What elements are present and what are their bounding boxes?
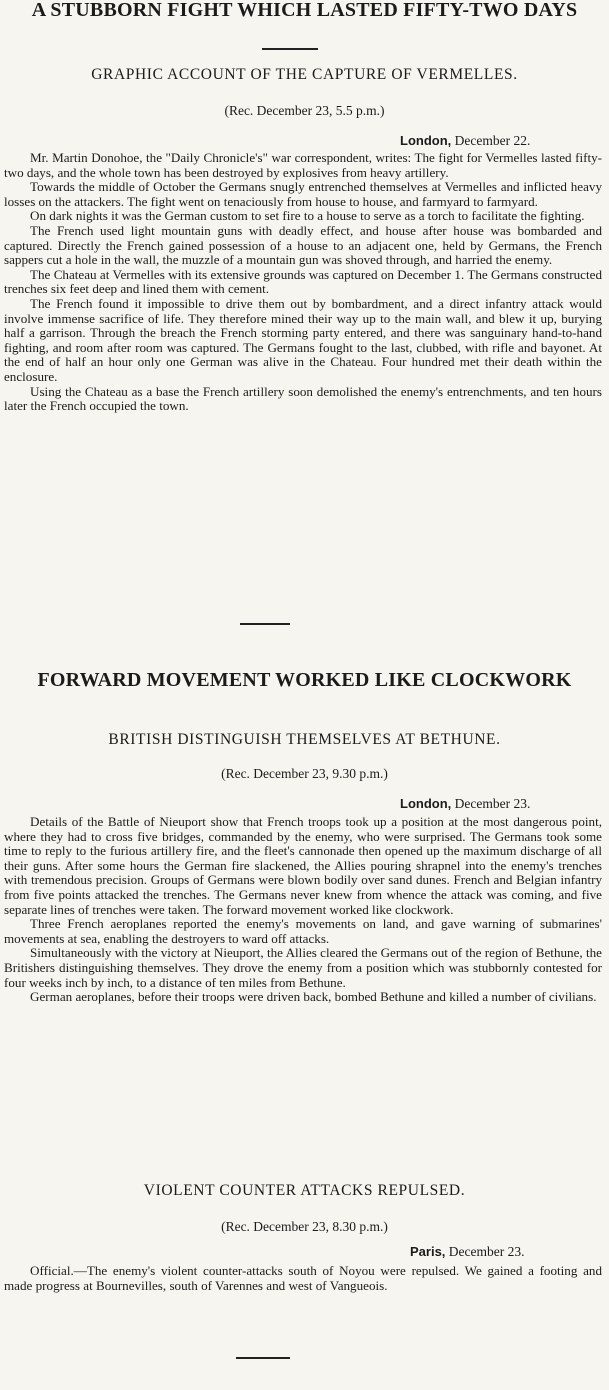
divider-rule <box>262 48 318 50</box>
paragraph: The Chateau at Vermelles with its extensive grounds was captured on December 1. The Germans constructed trenches six feet deep and lined them with cement. <box>4 266 602 297</box>
article2-rec-time: (Rec. December 23, 9.30 p.m.) <box>221 766 388 781</box>
dateline-place: London, <box>400 133 452 148</box>
article3-subhead: VIOLENT COUNTER ATTACKS REPULSED. <box>143 1182 466 1199</box>
article2-body <box>4 815 602 1005</box>
article3-dateline <box>410 1244 525 1260</box>
article2-dateline <box>400 796 530 812</box>
paragraph: On dark nights it was the German custom to set fire to a house to serve as a torch to facilitate the fighting. <box>30 208 585 224</box>
paragraph: Simultaneously with the victory at Nieuport, the Allies cleared the Germans out of the region of Bethune, the Britishers distinguishing themselves. They drove the enemy from a position which was stubbornly contested for four weeks inch by inch, to a distance of ten miles from Bethune. <box>4 945 602 990</box>
paragraph: German aeroplanes, before their troops were driven back, bombed Bethune and killed a number of civilians. <box>30 989 597 1005</box>
article2-subhead: BRITISH DISTINGUISH THEMSELVES AT BETHUNE. <box>108 731 501 748</box>
paragraph: Using the Chateau as a base the French artillery soon demolished the enemy's entrenchments, and ten hours later the French occupied the town. <box>4 383 602 414</box>
article3-rec-time: (Rec. December 23, 8.30 p.m.) <box>221 1219 388 1234</box>
article3-body <box>4 1264 602 1293</box>
paragraph: Mr. Martin Donohoe, the "Daily Chronicle's" war correspondent, writes: The fight for Vermelles lasted fifty-two days, and the whole town has been destroyed by explosives from heavy artillery. <box>4 150 602 180</box>
article1-headline: A STUBBORN FIGHT WHICH LASTED FIFTY-TWO DAYS <box>31 0 578 21</box>
dateline-date: December 22. <box>454 133 531 148</box>
dateline-date: December 23. <box>454 796 531 811</box>
article1-subhead: GRAPHIC ACCOUNT OF THE CAPTURE OF VERMELLES. <box>91 66 518 83</box>
paragraph: Official.—The enemy's violent counter-attacks south of Noyou were repulsed. We gained a footing and made progress at Bournevilles, south of Varennes and west of Vangueois. <box>4 1263 602 1293</box>
paragraph: The French used light mountain guns with deadly effect, and house after house was bombarded and captured. Directly the French gained possession of a house to an adjacent one, held by Germans, the French sappers cut a hole in the wall, the muzzle of a mountain gun was shoved through, and harried the enemy. <box>4 222 602 268</box>
article1-rec-time: (Rec. December 23, 5.5 p.m.) <box>224 103 385 118</box>
dateline-place: London, <box>400 796 452 811</box>
paragraph: The French found it impossible to drive them out by bombardment, and a direct infantry attack would involve immense sacrifice of life. They therefore mined their way up to the main wall, and blew it up, burying half a garrison. Through the breach the French storming party entered, and there was sanguinary hand-to-hand fighting, and room after room was captured. The Germans fought to the last, clubbed, with rifle and bayonet. At the end of half an hour only one German was alive in the Chateau. Four hundred met their death within the enclosure. <box>4 295 602 384</box>
article2-headline: FORWARD MOVEMENT WORKED LIKE CLOCKWORK <box>37 669 572 691</box>
paragraph: Details of the Battle of Nieuport show that French troops took up a position at the most dangerous point, where they had to cross five bridges, commanded by the enemy, who were surprised. The Germans took some time to reply to the furious artillery fire, and the fleet's cannonade then opened up the maximum discharge of all their guns. After some hours the German fire slackened, the Allies pouring shrapnel into the enemy's trenches with tremendous precision. Groups of Germans were blown bodily over sand dunes. French and Belgian infantry from five points attacked the trenches. The Germans never knew from whence the attack was coming, and five separate lines of trenches were taken. The forward movement worked like clockwork. <box>4 814 602 917</box>
divider-rule <box>240 623 290 625</box>
article1-dateline <box>400 133 530 149</box>
paragraph: Three French aeroplanes reported the enemy's movements on land, and gave warning of submarines' movements at sea, enabling the destroyers to ward off attacks. <box>4 916 602 946</box>
article1-body <box>4 151 602 414</box>
divider-rule <box>236 1357 290 1359</box>
dateline-date: December 23. <box>448 1244 525 1259</box>
dateline-place: Paris, <box>410 1244 446 1259</box>
paragraph: Towards the middle of October the Germans snugly entrenched themselves at Vermelles and inflicted heavy losses on the attackers. The fight went on tenaciously from house to house, and farmyard to farmyard. <box>4 179 602 209</box>
